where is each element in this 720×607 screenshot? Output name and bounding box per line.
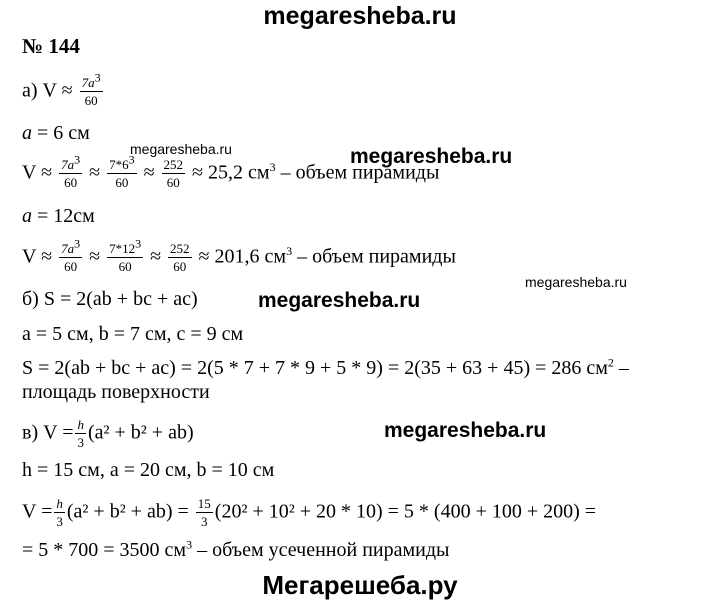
part-b-calc-cont: площадь поверхности bbox=[22, 381, 210, 403]
watermark-small-1: megaresheba.ru bbox=[130, 141, 232, 157]
part-b-given: a = 5 см, b = 7 см, c = 9 см bbox=[22, 323, 244, 345]
fraction-7a3-over-60: $\frac{7a^3}{60}$ bbox=[81, 70, 101, 108]
part-v-calc-2: = 5 * 700 = 3500 $см^3$ – объем усеченной пирамиды bbox=[22, 537, 450, 561]
part-b-formula: б) S = 2(ab + bc + ac) bbox=[22, 288, 198, 310]
watermark-top: megaresheba.ru bbox=[263, 2, 457, 30]
watermark-inline-1: megaresheba.ru bbox=[350, 145, 513, 168]
part-a-formula: а) V ≈ $\frac{7a^3}{60}$ bbox=[22, 70, 101, 108]
problem-number: № 144 bbox=[22, 34, 80, 58]
part-v-formula: в) V = $\frac{h}{3}$ (a² + b² + ab) bbox=[22, 417, 194, 450]
part-a-calc-2: V ≈ $\frac{7a^3}{60}$ ≈ $\frac{7*12^3}{60}$ ≈ $\frac{252}{60}$ ≈ 201,6 $см^3$ – объем пирамиды bbox=[22, 236, 456, 274]
part-b-calc: S = 2(ab + bc + ac) = 2(5 * 7 + 7 * 9 + 5 * 9) = 2(35 + 63 + 45) = 286 $см^2$ – bbox=[22, 355, 629, 379]
part-v-given: h = 15 см, a = 20 см, b = 10 см bbox=[22, 459, 275, 481]
watermark-bottom: Мегарешеба.ру bbox=[262, 570, 458, 600]
watermark-inline-3: megaresheba.ru bbox=[384, 419, 547, 442]
part-a-calc-1: V ≈ $\frac{7a^3}{60}$ ≈ $\frac{7*6^3}{60}$ ≈ $\frac{252}{60}$ ≈ 25,2 $см^3$ – объем пирамиды bbox=[22, 152, 440, 190]
watermark-small-2: megaresheba.ru bbox=[525, 274, 627, 290]
part-v-calc: V = $\frac{h}{3}$ (a² + b² + ab) = $\frac{15}{3}$ (20² + 10² + 20 * 10) = 5 * (400 + 100 + 200) = bbox=[22, 496, 597, 529]
part-a-given-1: a = 6 см bbox=[22, 122, 90, 144]
part-a-given-2: a = 12см bbox=[22, 205, 95, 227]
watermark-inline-2: megaresheba.ru bbox=[258, 289, 421, 312]
